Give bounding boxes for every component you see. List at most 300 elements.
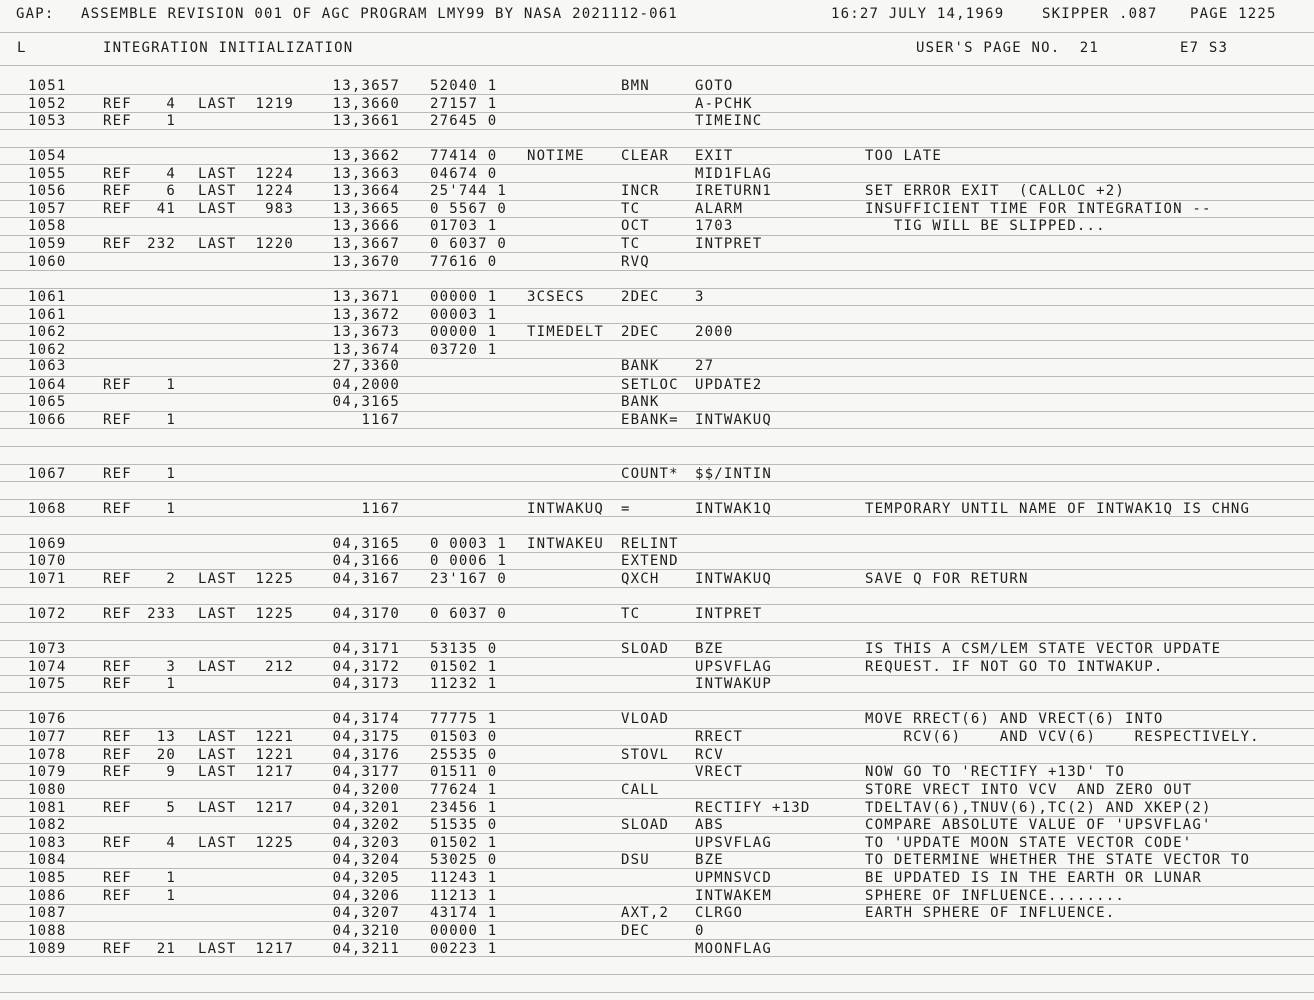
listing-title: ASSEMBLE REVISION 001 OF AGC PROGRAM LMY99 BY NASA 2021112-061 [81, 6, 678, 22]
table-row [0, 377, 1314, 395]
ref-count: 41 [156, 201, 176, 217]
octal-word: 23456 1 [430, 800, 498, 816]
ref-label: REF [103, 747, 132, 763]
comment: REQUEST. IF NOT GO TO INTWAKUP. [865, 659, 1164, 675]
operand: INTWAKUQ [695, 412, 773, 428]
octal-word: 0 6037 0 [430, 236, 508, 252]
line-number: 1066 [28, 412, 67, 428]
opcode: CALL [621, 782, 660, 798]
operand: UPSVFLAG [695, 659, 773, 675]
ref-count: 233 [147, 606, 176, 622]
line-number: 1057 [28, 201, 67, 217]
last-line: 1225 [255, 571, 294, 587]
comment: INSUFFICIENT TIME FOR INTEGRATION -- [865, 201, 1212, 217]
comment: TOO LATE [865, 148, 943, 164]
last-line: 983 [265, 201, 294, 217]
table-row [0, 254, 1314, 272]
operand: RRECT [695, 729, 744, 745]
octal-word: 27645 0 [430, 113, 498, 129]
ref-label: REF [103, 113, 132, 129]
octal-word: 53135 0 [430, 641, 498, 657]
line-number: 1071 [28, 571, 67, 587]
opcode: EBANK= [621, 412, 679, 428]
address: 04,3165 [332, 536, 400, 552]
ref-count: 2 [166, 571, 176, 587]
table-row [0, 659, 1314, 677]
address: 04,3207 [332, 905, 400, 921]
listing-page-number: PAGE 1225 [1190, 6, 1277, 22]
last-line: 1224 [255, 183, 294, 199]
comment: TO 'UPDATE MOON STATE VECTOR CODE' [865, 835, 1193, 851]
address: 13,3663 [332, 166, 400, 182]
opcode: 2DEC [621, 324, 660, 340]
line-number: 1077 [28, 729, 67, 745]
line-number: 1062 [28, 324, 67, 340]
last-label: LAST [198, 96, 237, 112]
operand: BZE [695, 641, 724, 657]
line-number: 1080 [28, 782, 67, 798]
section-title: INTEGRATION INITIALIZATION [103, 40, 354, 56]
table-row [0, 905, 1314, 923]
line-number: 1059 [28, 236, 67, 252]
octal-word: 25535 0 [430, 747, 498, 763]
comment: TDELTAV(6),TNUV(6),TC(2) AND XKEP(2) [865, 800, 1212, 816]
table-row [0, 888, 1314, 906]
table-row [0, 307, 1314, 325]
ref-label: REF [103, 236, 132, 252]
ref-label: REF [103, 466, 132, 482]
address: 04,3175 [332, 729, 400, 745]
ref-count: 1 [166, 501, 176, 517]
address: 13,3670 [332, 254, 400, 270]
ref-count: 1 [166, 466, 176, 482]
opcode: SLOAD [621, 641, 670, 657]
operand: INTWAKEM [695, 888, 773, 904]
table-row [0, 817, 1314, 835]
line-number: 1054 [28, 148, 67, 164]
line-number: 1072 [28, 606, 67, 622]
address: 04,3171 [332, 641, 400, 657]
operand: GOTO [695, 78, 734, 94]
last-label: LAST [198, 166, 237, 182]
ref-count: 21 [156, 941, 176, 957]
address: 04,3172 [332, 659, 400, 675]
ref-label: REF [103, 764, 132, 780]
octal-word: 03720 1 [430, 342, 498, 358]
opcode: DEC [621, 923, 650, 939]
comment: TO DETERMINE WHETHER THE STATE VECTOR TO [865, 852, 1251, 868]
operand: A-PCHK [695, 96, 753, 112]
line-number: 1087 [28, 905, 67, 921]
ref-count: 9 [166, 764, 176, 780]
opcode: 2DEC [621, 289, 660, 305]
octal-word: 53025 0 [430, 852, 498, 868]
opcode: AXT,2 [621, 905, 670, 921]
opcode: TC [621, 606, 641, 622]
last-label: LAST [198, 764, 237, 780]
operand: 1703 [695, 218, 734, 234]
opcode: RELINT [621, 536, 679, 552]
address: 04,3206 [332, 888, 400, 904]
octal-word: 00000 1 [430, 923, 498, 939]
address: 13,3673 [332, 324, 400, 340]
operand: INTPRET [695, 236, 763, 252]
table-row [0, 852, 1314, 870]
comment: SPHERE OF INFLUENCE........ [865, 888, 1125, 904]
address: 04,2000 [332, 377, 400, 393]
line-number: 1083 [28, 835, 67, 851]
last-line: 1225 [255, 606, 294, 622]
ref-count: 13 [156, 729, 176, 745]
ref-label: REF [103, 835, 132, 851]
table-row [0, 324, 1314, 342]
last-label: LAST [198, 800, 237, 816]
octal-word: 01703 1 [430, 218, 498, 234]
table-row [0, 641, 1314, 659]
ref-label: REF [103, 888, 132, 904]
operand: BZE [695, 852, 724, 868]
octal-word: 0 5567 0 [430, 201, 508, 217]
address: 13,3657 [332, 78, 400, 94]
listing-timestamp: 16:27 JULY 14,1969 [831, 6, 1005, 22]
octal-word: 52040 1 [430, 78, 498, 94]
octal-word: 01502 1 [430, 659, 498, 675]
table-row [0, 358, 1314, 376]
last-label: LAST [198, 571, 237, 587]
operand: MOONFLAG [695, 941, 773, 957]
address: 04,3201 [332, 800, 400, 816]
comment: SET ERROR EXIT (CALLOC +2) [865, 183, 1125, 199]
address: 04,3177 [332, 764, 400, 780]
table-row [0, 96, 1314, 114]
operand: UPMNSVCD [695, 870, 773, 886]
address: 13,3665 [332, 201, 400, 217]
line-number: 1063 [28, 358, 67, 374]
ref-label: REF [103, 571, 132, 587]
ref-count: 20 [156, 747, 176, 763]
operand: RCV [695, 747, 724, 763]
address: 04,3166 [332, 553, 400, 569]
line-number: 1069 [28, 536, 67, 552]
ref-count: 232 [147, 236, 176, 252]
line-number: 1089 [28, 941, 67, 957]
ref-count: 4 [166, 166, 176, 182]
last-line: 1217 [255, 800, 294, 816]
comment: RCV(6) AND VCV(6) RESPECTIVELY. [865, 729, 1260, 745]
octal-word: 77624 1 [430, 782, 498, 798]
octal-word: 11232 1 [430, 676, 498, 692]
ref-count: 3 [166, 659, 176, 675]
comment: IS THIS A CSM/LEM STATE VECTOR UPDATE [865, 641, 1222, 657]
address: 04,3205 [332, 870, 400, 886]
paper-rule [0, 534, 1314, 535]
opcode: INCR [621, 183, 660, 199]
line-number: 1079 [28, 764, 67, 780]
last-label: LAST [198, 835, 237, 851]
octal-word: 43174 1 [430, 905, 498, 921]
line-number: 1061 [28, 307, 67, 323]
table-row [0, 166, 1314, 184]
address: 13,3664 [332, 183, 400, 199]
address: 04,3202 [332, 817, 400, 833]
table-row [0, 289, 1314, 307]
address: 13,3671 [332, 289, 400, 305]
octal-word: 00223 1 [430, 941, 498, 957]
operand: RECTIFY +13D [695, 800, 811, 816]
comment: STORE VRECT INTO VCV AND ZERO OUT [865, 782, 1193, 798]
octal-word: 00000 1 [430, 289, 498, 305]
last-label: LAST [198, 729, 237, 745]
last-line: 1221 [255, 729, 294, 745]
octal-word: 77775 1 [430, 711, 498, 727]
users-page-number: USER'S PAGE NO. 21 [916, 40, 1099, 56]
line-number: 1074 [28, 659, 67, 675]
line-number: 1051 [28, 78, 67, 94]
ref-label: REF [103, 659, 132, 675]
octal-word: 11213 1 [430, 888, 498, 904]
address: 04,3170 [332, 606, 400, 622]
table-row [0, 553, 1314, 571]
opcode: VLOAD [621, 711, 670, 727]
line-number: 1060 [28, 254, 67, 270]
line-number: 1085 [28, 870, 67, 886]
last-label: LAST [198, 659, 237, 675]
table-row [0, 571, 1314, 589]
table-row [0, 466, 1314, 484]
last-label: LAST [198, 941, 237, 957]
operand: IRETURN1 [695, 183, 773, 199]
last-line: 1219 [255, 96, 294, 112]
line-number: 1082 [28, 817, 67, 833]
table-row [0, 923, 1314, 941]
address: 04,3200 [332, 782, 400, 798]
ref-label: REF [103, 729, 132, 745]
address: 04,3176 [332, 747, 400, 763]
octal-word: 0 0003 1 [430, 536, 508, 552]
address: 04,3165 [332, 394, 400, 410]
operand: 0 [695, 923, 705, 939]
comment: BE UPDATED IS IN THE EARTH OR LUNAR [865, 870, 1203, 886]
address: 13,3674 [332, 342, 400, 358]
ref-label: REF [103, 377, 132, 393]
opcode: QXCH [621, 571, 660, 587]
last-line: 1217 [255, 941, 294, 957]
listing-code: E7 S3 [1180, 40, 1229, 56]
line-number: 1065 [28, 394, 67, 410]
symbol-label: INTWAKUQ [527, 501, 605, 517]
line-number: 1058 [28, 218, 67, 234]
address: 1167 [361, 412, 400, 428]
line-number: 1088 [28, 923, 67, 939]
table-row [0, 941, 1314, 959]
operand: ALARM [695, 201, 744, 217]
line-number: 1076 [28, 711, 67, 727]
operand: INTWAKUQ [695, 571, 773, 587]
paper-rule [0, 464, 1314, 465]
opcode: RVQ [621, 254, 650, 270]
last-label: LAST [198, 201, 237, 217]
ref-label: REF [103, 606, 132, 622]
address: 04,3204 [332, 852, 400, 868]
ref-label: REF [103, 501, 132, 517]
ref-label: REF [103, 676, 132, 692]
ref-label: REF [103, 870, 132, 886]
line-number: 1078 [28, 747, 67, 763]
paper-rule [0, 992, 1314, 993]
operand: $$/INTIN [695, 466, 773, 482]
table-row [0, 606, 1314, 624]
table-row [0, 148, 1314, 166]
octal-word: 77616 0 [430, 254, 498, 270]
table-row [0, 78, 1314, 96]
opcode: TC [621, 236, 641, 252]
operand: TIMEINC [695, 113, 763, 129]
ref-label: REF [103, 941, 132, 957]
address: 04,3203 [332, 835, 400, 851]
listing-marker: L [17, 40, 27, 56]
octal-word: 77414 0 [430, 148, 498, 164]
ref-count: 1 [166, 888, 176, 904]
line-number: 1073 [28, 641, 67, 657]
ref-count: 1 [166, 412, 176, 428]
comment: MOVE RRECT(6) AND VRECT(6) INTO [865, 711, 1164, 727]
address: 04,3167 [332, 571, 400, 587]
table-row [0, 536, 1314, 554]
octal-word: 04674 0 [430, 166, 498, 182]
symbol-label: NOTIME [527, 148, 585, 164]
ref-count: 1 [166, 870, 176, 886]
ref-label: REF [103, 800, 132, 816]
last-line: 1224 [255, 166, 294, 182]
address: 04,3211 [332, 941, 400, 957]
line-number: 1070 [28, 553, 67, 569]
ref-count: 4 [166, 96, 176, 112]
line-number: 1067 [28, 466, 67, 482]
line-number: 1061 [28, 289, 67, 305]
table-row [0, 218, 1314, 236]
table-row [0, 201, 1314, 219]
ref-count: 5 [166, 800, 176, 816]
paper-rule [0, 499, 1314, 500]
gap-label: GAP: [16, 6, 55, 22]
paper-rule [0, 65, 1314, 66]
table-row [0, 870, 1314, 888]
last-line: 1220 [255, 236, 294, 252]
comment: NOW GO TO 'RECTIFY +13D' TO [865, 764, 1125, 780]
paper-rule [0, 32, 1314, 33]
comment: TIG WILL BE SLIPPED... [865, 218, 1106, 234]
address: 04,3210 [332, 923, 400, 939]
symbol-label: 3CSECS [527, 289, 585, 305]
opcode: SLOAD [621, 817, 670, 833]
last-label: LAST [198, 236, 237, 252]
opcode: BMN [621, 78, 650, 94]
ref-count: 4 [166, 835, 176, 851]
octal-word: 01503 0 [430, 729, 498, 745]
comment: EARTH SPHERE OF INFLUENCE. [865, 905, 1116, 921]
operand: 27 [695, 358, 715, 374]
last-label: LAST [198, 606, 237, 622]
address: 13,3667 [332, 236, 400, 252]
opcode: BANK [621, 394, 660, 410]
line-number: 1081 [28, 800, 67, 816]
table-row [0, 113, 1314, 131]
operand: INTWAK1Q [695, 501, 773, 517]
last-line: 1217 [255, 764, 294, 780]
table-row [0, 183, 1314, 201]
line-number: 1056 [28, 183, 67, 199]
table-row [0, 412, 1314, 430]
address: 13,3660 [332, 96, 400, 112]
line-number: 1084 [28, 852, 67, 868]
paper-rule [0, 974, 1314, 975]
table-row [0, 764, 1314, 782]
symbol-label: TIMEDELT [527, 324, 605, 340]
octal-word: 01511 0 [430, 764, 498, 780]
opcode: DSU [621, 852, 650, 868]
operand: VRECT [695, 764, 744, 780]
last-line: 1225 [255, 835, 294, 851]
table-row [0, 800, 1314, 818]
line-number: 1052 [28, 96, 67, 112]
address: 04,3174 [332, 711, 400, 727]
last-line: 1221 [255, 747, 294, 763]
listing-user: SKIPPER .087 [1042, 6, 1158, 22]
opcode: STOVL [621, 747, 670, 763]
octal-word: 00000 1 [430, 324, 498, 340]
address: 1167 [361, 501, 400, 517]
comment: COMPARE ABSOLUTE VALUE OF 'UPSVFLAG' [865, 817, 1212, 833]
opcode: = [621, 501, 631, 517]
octal-word: 25'744 1 [430, 183, 508, 199]
operand: 2000 [695, 324, 734, 340]
table-row [0, 747, 1314, 765]
opcode: BANK [621, 358, 660, 374]
octal-word: 0 0006 1 [430, 553, 508, 569]
table-row [0, 676, 1314, 694]
operand: EXIT [695, 148, 734, 164]
operand: CLRGO [695, 905, 744, 921]
opcode: SETLOC [621, 377, 679, 393]
line-number: 1075 [28, 676, 67, 692]
paper-rule [0, 446, 1314, 447]
operand: INTPRET [695, 606, 763, 622]
table-row [0, 729, 1314, 747]
operand: UPDATE2 [695, 377, 763, 393]
table-row [0, 501, 1314, 519]
octal-word: 51535 0 [430, 817, 498, 833]
last-line: 212 [265, 659, 294, 675]
comment: SAVE Q FOR RETURN [865, 571, 1029, 587]
last-label: LAST [198, 747, 237, 763]
address: 13,3672 [332, 307, 400, 323]
opcode: OCT [621, 218, 650, 234]
line-number: 1064 [28, 377, 67, 393]
comment: TEMPORARY UNTIL NAME OF INTWAK1Q IS CHNG [865, 501, 1251, 517]
table-row [0, 835, 1314, 853]
line-number: 1068 [28, 501, 67, 517]
ref-count: 1 [166, 377, 176, 393]
octal-word: 01502 1 [430, 835, 498, 851]
opcode: TC [621, 201, 641, 217]
operand: 3 [695, 289, 705, 305]
operand: INTWAKUP [695, 676, 773, 692]
octal-word: 23'167 0 [430, 571, 508, 587]
table-row [0, 711, 1314, 729]
table-row [0, 236, 1314, 254]
line-number: 1062 [28, 342, 67, 358]
ref-count: 1 [166, 676, 176, 692]
